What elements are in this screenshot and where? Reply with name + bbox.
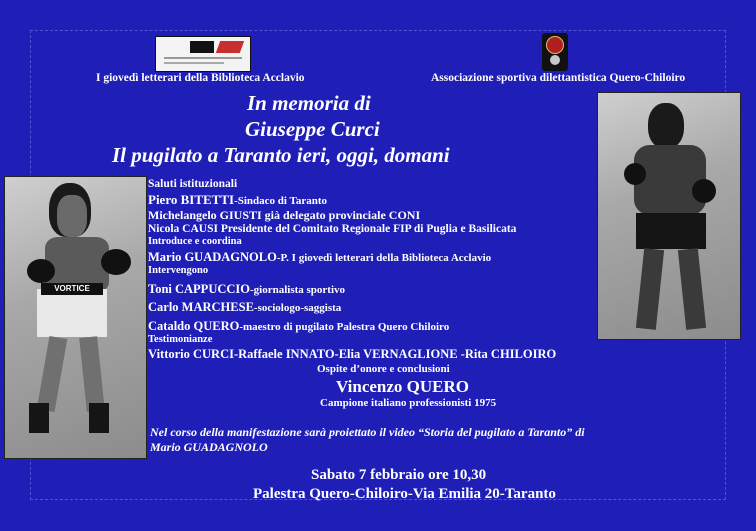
speaker-marchese — [148, 300, 341, 315]
video-note-line-2: Mario GUADAGNOLO — [150, 440, 268, 454]
speaker-giusti: Michelangelo GIUSTI già delegato provinciale CONI — [148, 208, 421, 222]
introduce-heading: Introduce e coordina — [148, 236, 242, 247]
speaker-name: Toni CAPPUCCIO — [148, 282, 250, 296]
speaker-guadagnolo — [148, 250, 491, 265]
testimonianze-heading: Testimonianze — [148, 334, 213, 345]
guest-title: Campione italiano professionisti 1975 — [320, 397, 497, 409]
quero-chiloiro-logo — [542, 33, 568, 71]
speaker-role: -maestro di pugilato Palestra Quero Chiloiro — [239, 321, 450, 333]
speaker-role: -sociologo-saggista — [253, 302, 342, 314]
intervengono-heading: Intervengono — [148, 265, 209, 276]
boxer-photo-left — [4, 176, 147, 459]
speaker-name: Carlo MARCHESE — [148, 300, 254, 314]
left-org-name: I giovedì letterari della Biblioteca Acclavio — [96, 72, 305, 84]
speaker-role: -Sindaco di Taranto — [234, 195, 328, 207]
ospite-heading: Ospite d’onore e conclusioni — [317, 363, 450, 375]
speaker-causi: Nicola CAUSI Presidente del Comitato Regionale FIP di Puglia e Basilicata — [148, 223, 517, 235]
saluti-heading: Saluti istituzionali — [148, 178, 238, 190]
speaker-name: Mario GUADAGNOLO — [148, 250, 277, 264]
trunks-text: VORTICE — [41, 283, 103, 295]
event-date: Sabato 7 febbraio ore 10,30 — [311, 467, 487, 483]
video-note-line-1: Nel corso della manifestazione sarà proiettato il video “Storia del pugilato a Taranto” di — [150, 425, 585, 439]
title-line-3: Il pugilato a Taranto ieri, oggi, domani — [112, 143, 450, 167]
speaker-cappuccio — [148, 282, 345, 297]
boxer-photo-right — [597, 92, 741, 340]
speaker-bitetti — [148, 192, 327, 208]
event-place: Palestra Quero-Chiloiro-Via Emilia 20-Taranto — [253, 486, 556, 502]
witnesses-list: Vittorio CURCI-Raffaele INNATO-Elia VERNAGLIONE -Rita CHILOIRO — [148, 347, 557, 361]
guest-name: Vincenzo QUERO — [336, 377, 470, 396]
right-org-name: Associazione sportiva dilettantistica Quero-Chiloiro — [431, 72, 686, 84]
speaker-name: Piero BITETTI — [148, 192, 235, 207]
speaker-role: -P. I giovedì letterari della Biblioteca Acclavio — [276, 252, 492, 264]
speaker-role: -giornalista sportivo — [249, 284, 346, 296]
biblioteca-acclavio-logo — [155, 36, 251, 72]
title-line-1: In memoria di — [247, 91, 371, 115]
speaker-quero — [148, 319, 449, 334]
title-line-2: Giuseppe Curci — [245, 117, 380, 141]
speaker-name: Cataldo QUERO — [148, 319, 240, 333]
